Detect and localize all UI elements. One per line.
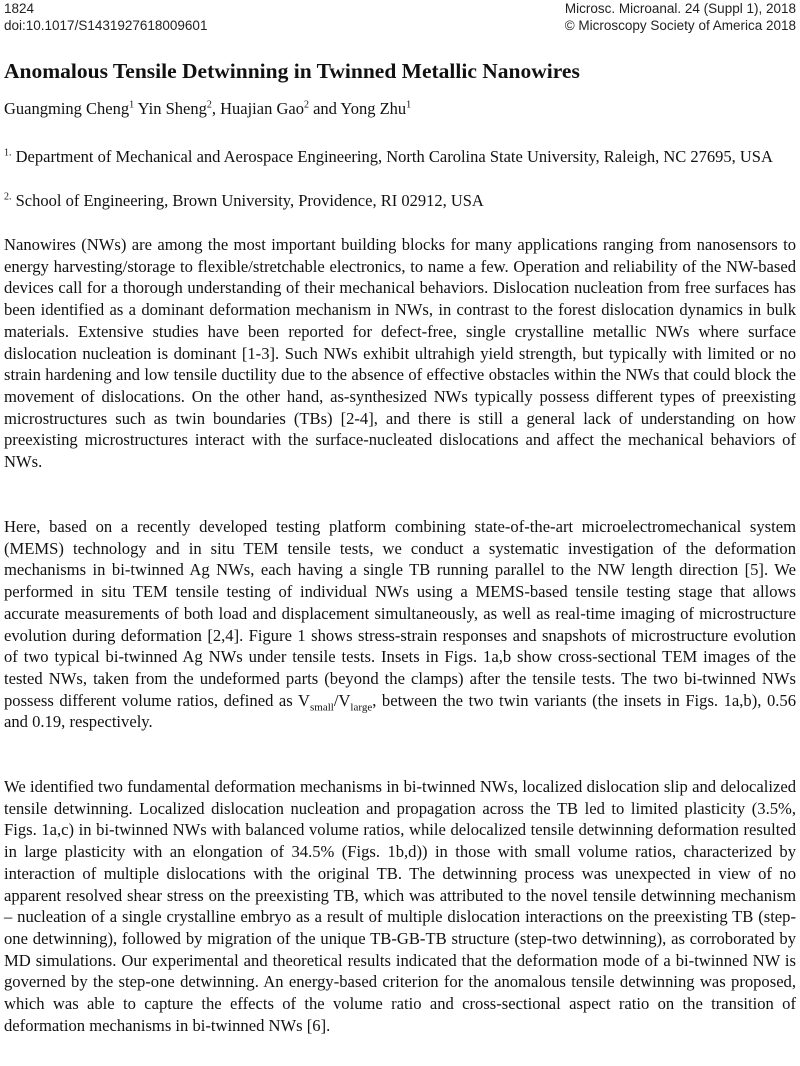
page-number: 1824: [4, 1, 35, 16]
author-name: Yin Sheng: [134, 99, 207, 118]
paragraph-methods: [4, 516, 796, 733]
affiliation-number: 2.: [4, 191, 12, 203]
author-affiliation-mark: 1: [406, 99, 412, 111]
affiliation-number: 1.: [4, 147, 12, 159]
affiliation-text: Department of Mechanical and Aerospace Engineering, North Carolina State University, Raleigh, NC 27695, USA: [11, 147, 773, 166]
header-right: [565, 0, 796, 34]
subscript-large: large: [350, 700, 373, 713]
author-affiliation-mark: 2: [303, 99, 309, 111]
paragraph-text: /V: [333, 690, 351, 710]
header-left: [4, 0, 207, 34]
paper-title: Anomalous Tensile Detwinning in Twinned Metallic Nanowires: [4, 59, 580, 83]
author-name: , Huajian Gao: [211, 99, 304, 118]
copyright: © Microscopy Society of America 2018: [564, 18, 796, 33]
author-affiliation-mark: 1: [129, 99, 135, 111]
author-affiliation-mark: 2: [206, 99, 212, 111]
affiliation-text: School of Engineering, Brown University, Providence, RI 02912, USA: [11, 191, 484, 210]
author-list: [4, 98, 796, 120]
journal-citation: Microsc. Microanal. 24 (Suppl 1), 2018: [564, 1, 796, 16]
subscript-small: small: [309, 700, 334, 713]
paragraph-text: Here, based on a recently developed testing platform combining state-of-the-art microelectromechanical system (MEMS) technology and in situ TEM tensile tests, we conduct a systematic investigation of the deformation mechanisms in bi-twinned Ag NWs, each having a single TB running parallel to the NW length direction [5]. We performed in situ TEM tensile testing of individual NWs using a MEMS-based tensile testing stage that allows accurate measurements of both load and displacement simultaneously, as well as real-time imaging of microstructure evolution during deformation [2,4]. Figure 1 shows stress-strain responses and snapshots of microstructure evolution of two typical bi-twinned Ag NWs under tensile tests. Insets in Figs. 1a,b show cross-sectional TEM images of the tested NWs, taken from the undeformed parts (beyond the clamps) after the tensile tests. The two bi-twinned NWs possess different volume ratios, defined as V: [4, 517, 796, 710]
paragraph-results: We identified two fundamental deformation mechanisms in bi-twinned NWs, localized dislocation slip and delocalized tensile detwinning. Localized dislocation nucleation and propagation across the TB led to limited plasticity (3.5%, Figs. 1a,c) in bi-twinned NWs with balanced volume ratios, while delocalized tensile detwinning deformation resulted in large plasticity with an elongation of 34.5% (Figs. 1b,d)) in those with small volume ratios, characterized by interaction of multiple dislocations with the original TB. The detwinning process was unexpected in view of no apparent resolved shear stress on the preexisting TB, which was attributed to the novel tensile detwinning mechanism – nucleation of a single crystalline embryo as a result of multiple dislocation interactions on the preexisting TB (step-one detwinning), followed by migration of the unique TB-GB-TB structure (step-two detwinning), as corroborated by MD simulations. Our experimental and theoretical results indicated that the deformation mode of a bi-twinned NW is governed by the step-one detwinning. An energy-based criterion for the anomalous tensile detwinning was proposed, which was able to capture the effects of the volume ratio and cross-sectional aspect ratio on the transition of deformation mechanisms in bi-twinned NWs [6].: [4, 777, 796, 1035]
author-name: Guangming Cheng: [4, 99, 130, 118]
paragraph-introduction: Nanowires (NWs) are among the most important building blocks for many applications ranging from nanosensors to energy harvesting/storage to flexible/stretchable electronics, to name a few. Operation and reliability of the NW-based devices call for a thorough understanding of their mechanical behaviors. Dislocation nucleation from free surfaces has been identified as a dominant deformation mechanism in NWs, in contrast to the forest dislocation dynamics in bulk materials. Extensive studies have been reported for defect-free, single crystalline metallic NWs where surface dislocation nucleation is dominant [1-3]. Such NWs exhibit ultrahigh yield strength, but typically with limited or no strain hardening and low tensile ductility due to the absence of effective obstacles within the NWs that could block the movement of dislocations. On the other hand, as-synthesized NWs typically possess different types of preexisting microstructures such as twin boundaries (TBs) [2-4], and there is still a general lack of understanding on how preexisting microstructures interact with the surface-nucleated dislocations and affect the mechanical behaviors of NWs.: [4, 235, 796, 472]
paragraph-text: , between the two twin variants (the insets in Figs. 1a,b), 0.56 and 0.19, respectively.: [4, 690, 796, 732]
running-header: [0, 0, 800, 36]
affiliation-1: [4, 146, 792, 168]
doi: doi:10.1017/S1431927618009601: [4, 18, 208, 33]
author-name: and Yong Zhu: [308, 99, 407, 118]
affiliation-2: [4, 190, 792, 212]
